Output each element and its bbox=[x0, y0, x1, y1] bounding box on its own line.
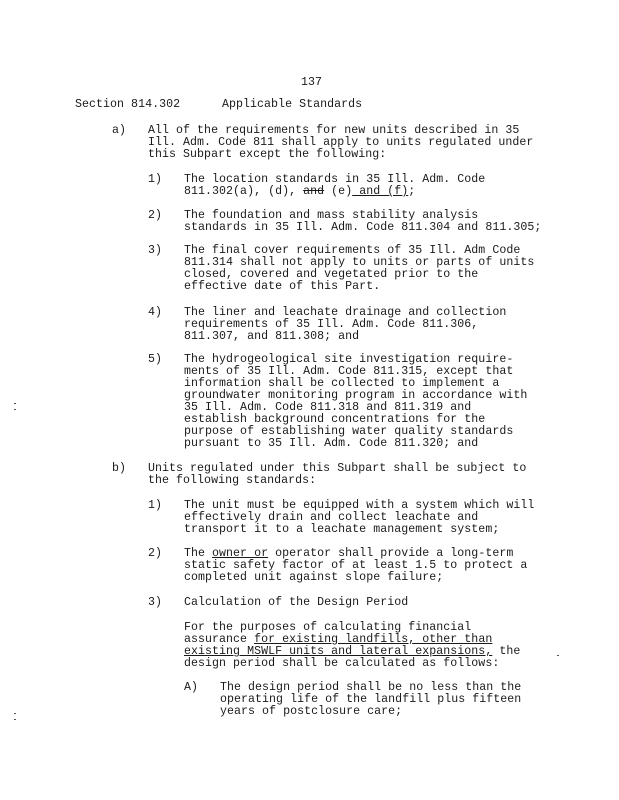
item-b3-text: assurance bbox=[184, 633, 255, 646]
item-a2-marker: 2) bbox=[148, 209, 163, 222]
item-b2-line: completed unit against slope failure; bbox=[184, 571, 444, 584]
item-b2-text: The bbox=[184, 547, 213, 560]
item-b2-line: static safety factor of at least 1.5 to protect a bbox=[184, 559, 528, 572]
item-b3-line: design period shall be calculated as follows: bbox=[184, 657, 500, 670]
subsection-b-line: the following standards: bbox=[148, 474, 317, 487]
inserted-text: and (f) bbox=[352, 185, 409, 198]
item-b1-line: The unit must be equipped with a system which will bbox=[184, 499, 535, 512]
subsection-b-marker: b) bbox=[112, 462, 127, 475]
item-b1-line: transport it to a leachate management system; bbox=[184, 523, 500, 536]
section-number: Section 814.302 bbox=[75, 98, 181, 111]
inserted-text: owner or bbox=[212, 547, 269, 560]
item-a5-line: The hydrogeological site investigation require- bbox=[184, 353, 514, 366]
item-b1-line: effectively drain and collect leachate and bbox=[184, 511, 479, 524]
subsection-a-line: Ill. Adm. Code 811 shall apply to units regulated under bbox=[148, 136, 534, 149]
item-a1-marker: 1) bbox=[148, 173, 163, 186]
section-title: Applicable Standards bbox=[222, 98, 363, 111]
item-a5-line: establish background concentrations for the bbox=[184, 413, 486, 426]
item-b3A-marker: A) bbox=[184, 681, 199, 694]
item-a1-text: (e) bbox=[324, 185, 353, 198]
item-a3-line: 811.314 shall not apply to units or parts of units bbox=[184, 256, 535, 269]
item-a4-marker: 4) bbox=[148, 306, 163, 319]
subsection-b-line: Units regulated under this Subpart shall be subject to bbox=[148, 462, 527, 475]
item-b3A-line: years of postclosure care; bbox=[220, 705, 403, 718]
item-b3A-line: operating life of the landfill plus fifteen bbox=[220, 693, 522, 706]
item-a5-line: pursuant to 35 Ill. Adm. Code 811.320; and bbox=[184, 437, 479, 450]
item-b2-text: operator shall provide a long-term bbox=[268, 547, 514, 560]
item-b2-marker: 2) bbox=[148, 547, 163, 560]
deleted-text: and bbox=[303, 185, 325, 198]
item-b3-heading: Calculation of the Design Period bbox=[184, 596, 409, 609]
item-a4-line: 811.307, and 811.308; and bbox=[184, 330, 360, 343]
item-b3A-line: The design period shall be no less than the bbox=[220, 681, 522, 694]
item-a3-line: effective date of this Part. bbox=[184, 280, 381, 293]
item-a5-line: 35 Ill. Adm. Code 811.318 and 811.319 and bbox=[184, 401, 472, 414]
subsection-a-line: this Subpart except the following: bbox=[148, 148, 387, 161]
item-a5-line: purpose of establishing water quality standards bbox=[184, 425, 514, 438]
page-number: 137 bbox=[301, 76, 323, 89]
item-a5-line: groundwater monitoring program in accordance with bbox=[184, 389, 528, 402]
item-a3-line: The final cover requirements of 35 Ill. Adm Code bbox=[184, 244, 521, 257]
item-a5-line: ments of 35 Ill. Adm. Code 811.315, except that bbox=[184, 365, 514, 378]
scan-speck bbox=[14, 409, 16, 410]
item-a4-line: requirements of 35 Ill. Adm. Code 811.306, bbox=[184, 318, 479, 331]
scan-speck bbox=[557, 655, 559, 656]
scan-speck bbox=[14, 713, 16, 714]
item-a5-marker: 5) bbox=[148, 353, 163, 366]
subsection-a-marker: a) bbox=[112, 124, 127, 137]
item-a1-line bbox=[184, 186, 415, 198]
item-b1-marker: 1) bbox=[148, 499, 163, 512]
item-a5-line: information shall be collected to implement a bbox=[184, 377, 500, 390]
scan-speck bbox=[14, 403, 16, 404]
item-a1-text: 811.302(a), (d), bbox=[184, 185, 304, 198]
item-a2-line: The foundation and mass stability analysis bbox=[184, 209, 479, 222]
subsection-a-line: All of the requirements for new units described in 35 bbox=[148, 124, 520, 137]
item-b3-marker: 3) bbox=[148, 596, 163, 609]
item-b3-line: For the purposes of calculating financial bbox=[184, 621, 472, 634]
item-b3-text: the bbox=[492, 645, 521, 658]
item-a4-line: The liner and leachate drainage and collection bbox=[184, 306, 507, 319]
item-a1-text: ; bbox=[408, 185, 416, 198]
inserted-text: for existing landfills, other than bbox=[254, 633, 493, 646]
item-a3-line: closed, covered and vegetated prior to the bbox=[184, 268, 479, 281]
inserted-text: existing MSWLF units and lateral expansions, bbox=[184, 645, 493, 658]
scan-speck bbox=[14, 719, 16, 720]
item-a2-line: standards in 35 Ill. Adm. Code 811.304 and 811.305; bbox=[184, 221, 542, 234]
item-a1-line: The location standards in 35 Ill. Adm. Code bbox=[184, 173, 486, 186]
item-a3-marker: 3) bbox=[148, 244, 163, 257]
